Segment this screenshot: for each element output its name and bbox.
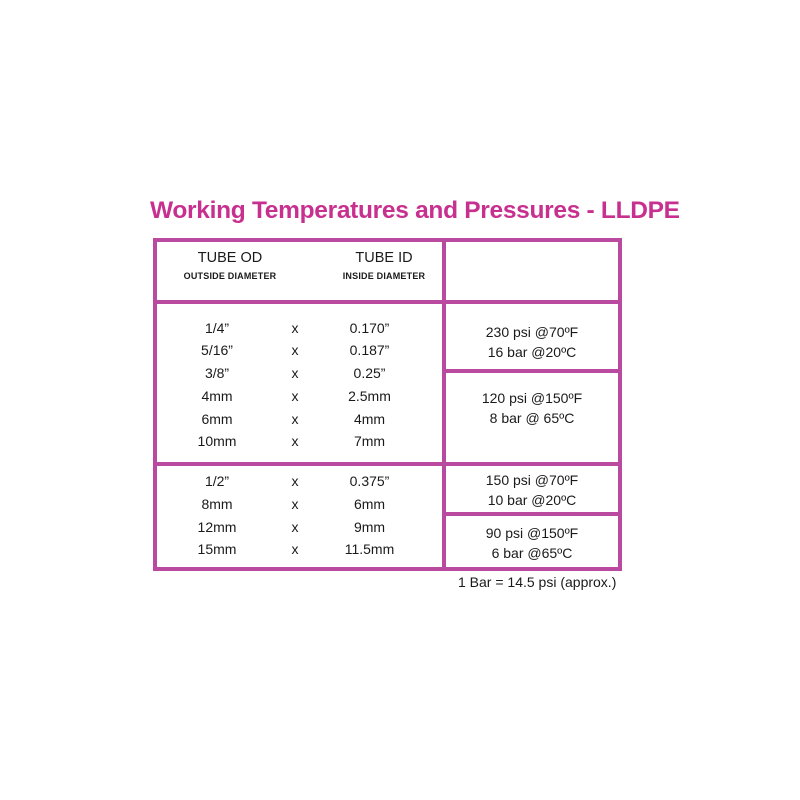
table-row <box>157 320 442 342</box>
table-row <box>157 519 442 541</box>
header-tube-od-sublabel: OUTSIDE DIAMETER <box>183 271 277 281</box>
tube-id-value: 4mm <box>353 411 386 427</box>
table-row <box>157 541 442 563</box>
header-tube-id-label: TUBE ID <box>355 250 413 266</box>
tube-id-value: 0.375” <box>349 473 390 489</box>
by-symbol: x <box>291 496 299 512</box>
rating-divider-1 <box>442 369 618 373</box>
by-symbol: x <box>291 541 299 557</box>
header-tube-od-label: TUBE OD <box>197 250 263 266</box>
tube-od-value: 1/2” <box>204 473 230 489</box>
rating-cell <box>446 470 618 510</box>
tube-id-value: 6mm <box>353 496 386 512</box>
tube-id-value: 0.170” <box>349 320 390 336</box>
tube-od-value: 8mm <box>201 496 233 512</box>
by-symbol: x <box>291 433 299 449</box>
tube-id-value: 9mm <box>353 519 386 535</box>
table-row <box>157 433 442 455</box>
group-divider <box>157 462 618 466</box>
by-symbol: x <box>291 320 299 336</box>
header-tube-id-sublabel: INSIDE DIAMETER <box>342 271 426 281</box>
pressure-table <box>153 238 622 571</box>
page-title: Working Temperatures and Pressures - LLDPE <box>150 197 680 224</box>
psi-rating: 120 psi @150ºF <box>481 390 583 406</box>
by-symbol: x <box>291 411 299 427</box>
table-row <box>157 342 442 364</box>
tube-od-value: 15mm <box>197 541 237 557</box>
psi-rating: 230 psi @70ºF <box>485 324 579 340</box>
header-tube-id <box>329 250 439 281</box>
rating-cell <box>446 322 618 362</box>
tube-od-value: 5/16” <box>201 342 233 358</box>
bar-rating: 8 bar @ 65ºC <box>489 410 575 426</box>
tube-od-value: 6mm <box>201 411 233 427</box>
by-symbol: x <box>291 519 299 535</box>
table-row <box>157 365 442 387</box>
conversion-footnote: 1 Bar = 14.5 psi (approx.) <box>458 574 617 590</box>
tube-od-value: 1/4” <box>204 320 230 336</box>
tube-od-value: 10mm <box>197 433 237 449</box>
rating-divider-2 <box>442 512 618 516</box>
tube-od-value: 3/8” <box>204 365 230 381</box>
psi-rating: 90 psi @150ºF <box>485 525 579 541</box>
bar-rating: 10 bar @20ºC <box>487 492 577 508</box>
rating-cell <box>446 388 618 428</box>
tube-id-value: 11.5mm <box>344 541 395 557</box>
rating-cell <box>446 523 618 563</box>
tube-id-value: 0.187” <box>349 342 390 358</box>
table-row <box>157 388 442 410</box>
table-row <box>157 473 442 495</box>
tube-od-value: 4mm <box>201 388 233 404</box>
by-symbol: x <box>291 342 299 358</box>
table-row <box>157 411 442 433</box>
psi-rating: 150 psi @70ºF <box>485 472 579 488</box>
bar-rating: 6 bar @65ºC <box>491 545 573 561</box>
tube-od-value: 12mm <box>197 519 237 535</box>
header-tube-od <box>165 250 295 281</box>
tube-id-value: 0.25” <box>353 365 386 381</box>
by-symbol: x <box>291 473 299 489</box>
bar-rating: 16 bar @20ºC <box>487 344 577 360</box>
tube-id-value: 2.5mm <box>348 388 391 404</box>
table-row <box>157 496 442 518</box>
by-symbol: x <box>291 365 299 381</box>
header-divider <box>157 300 618 304</box>
by-symbol: x <box>291 388 299 404</box>
tube-id-value: 7mm <box>353 433 386 449</box>
